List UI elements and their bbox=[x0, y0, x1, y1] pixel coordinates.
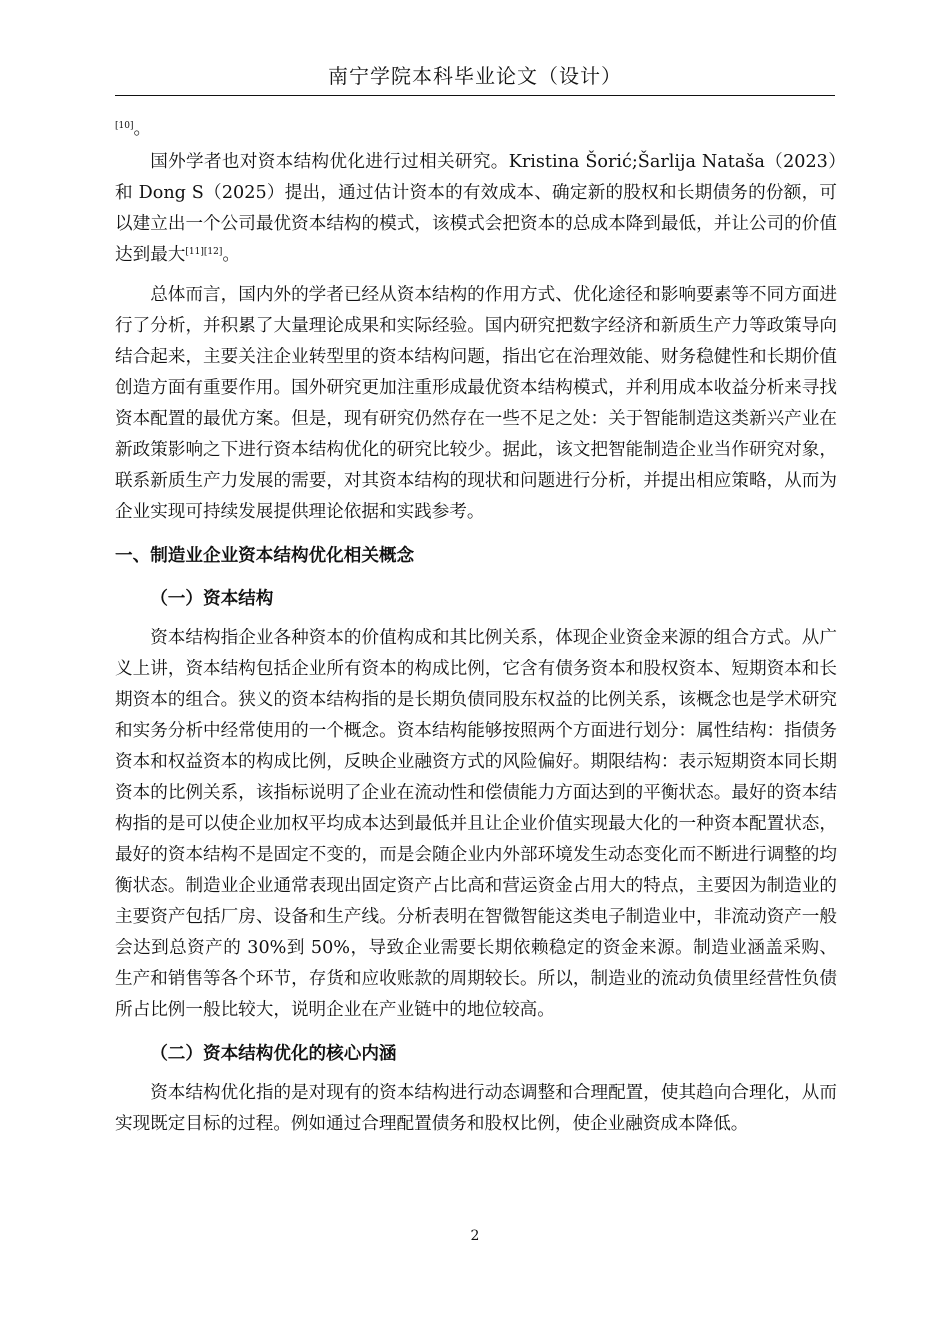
paragraph-summary: 总体而言，国内外的学者已经从资本结构的作用方式、优化途径和影响要素等不同方面进行了分析，并积累了大量理论成果和实际经验。国内研究把数字经济和新质生产力等政策导向结合起来，主要关注企业转型里的资本结构问题，指出它在治理效能、财务稳健性和长期价值创造方面有重要作用。国外研究更加注重形成最优资本结构模式，并利用成本收益分析来寻找资本配置的最优方案。但是，现有研究仍然存在一些不足之处：关于智能制造这类新兴产业在新政策影响之下进行资本结构优化的研究比较少。据此，该文把智能制造企业当作研究对象，联系新质生产力发展的需要，对其资本结构的现状和问题进行分析，并提出相应策略，从而为企业实现可持续发展提供理论依据和实践参考。 bbox=[115, 285, 837, 522]
running-header: 南宁学院本科毕业论文（设计） bbox=[328, 64, 622, 88]
paragraph-end: 。 bbox=[222, 245, 240, 265]
citation-end: 。 bbox=[133, 119, 152, 139]
page-number: 2 bbox=[470, 1228, 480, 1244]
paragraph-capital-structure: 资本结构指企业各种资本的价值构成和其比例关系，体现企业资金来源的组合方式。从广义上讲，资本结构包括企业所有资本的构成比例，它含有债务资本和股权资本、短期资本和长期资本的组合。狭义的资本结构指的是长期负债同股东权益的比例关系，该概念也是学术研究和实务分析中经常使用的一个概念。资本结构能够按照两个方面进行划分：属性结构：指债务资本和权益资本的构成比例，反映企业融资方式的风险偏好。期限结构：表示短期资本同长期资本的比例关系，该指标说明了企业在流动性和偿债能力方面达到的平衡状态。最好的资本结构指的是可以使企业加权平均成本达到最低并且让企业价值实现最大化的一种资本配置状态，最好的资本结构不是固定不变的，而是会随企业内外部环境发生动态变化而不断进行调整的均衡状态。制造业企业通常表现出固定资产占比高和营运资金占用大的特点，主要因为制造业的主要资产包括厂房、设备和生产线。分析表明在智微智能这类电子制造业中，非流动资产一般会达到总资产的 30%到 50%，导致企业需要长期依赖稳定的资金来源。制造业涵盖采购、生产和销售等各个环节，存货和应收账款的周期较长。所以，制造业的流动负债里经营性负债所占比例一般比较大，说明企业在产业链中的地位较高。 bbox=[115, 628, 837, 1020]
paragraph-optimization: 资本结构优化指的是对现有的资本结构进行动态调整和合理配置，使其趋向合理化，从而实现既定目标的过程。例如通过合理配置债务和股权比例，使企业融资成本降低。 bbox=[115, 1083, 837, 1134]
subsection-heading-capital-structure: （一）资本结构 bbox=[150, 588, 274, 609]
header-rule bbox=[115, 95, 835, 96]
citation-continuation bbox=[115, 112, 837, 147]
subsection-heading-optimization: （二）资本结构优化的核心内涵 bbox=[150, 1043, 397, 1064]
citation-ref: [11][12] bbox=[185, 247, 223, 257]
section-heading: 一、制造业企业资本结构优化相关概念 bbox=[115, 545, 415, 566]
body-text bbox=[115, 112, 837, 1140]
paragraph-foreign-research bbox=[115, 147, 837, 271]
paragraph-text: 国外学者也对资本结构优化进行过相关研究。Kristina Šorić;Šarlija Nataša（2023）和 Dong S（2025）提出，通过估计资本的有效成本、确定新的股权和长期债务的份额，可以建立出一个公司最优资本结构的模式，该模式会把资本的总成本降到最低，并让公司的价值达到最大 bbox=[115, 152, 837, 265]
citation-ref: [10] bbox=[115, 121, 134, 131]
